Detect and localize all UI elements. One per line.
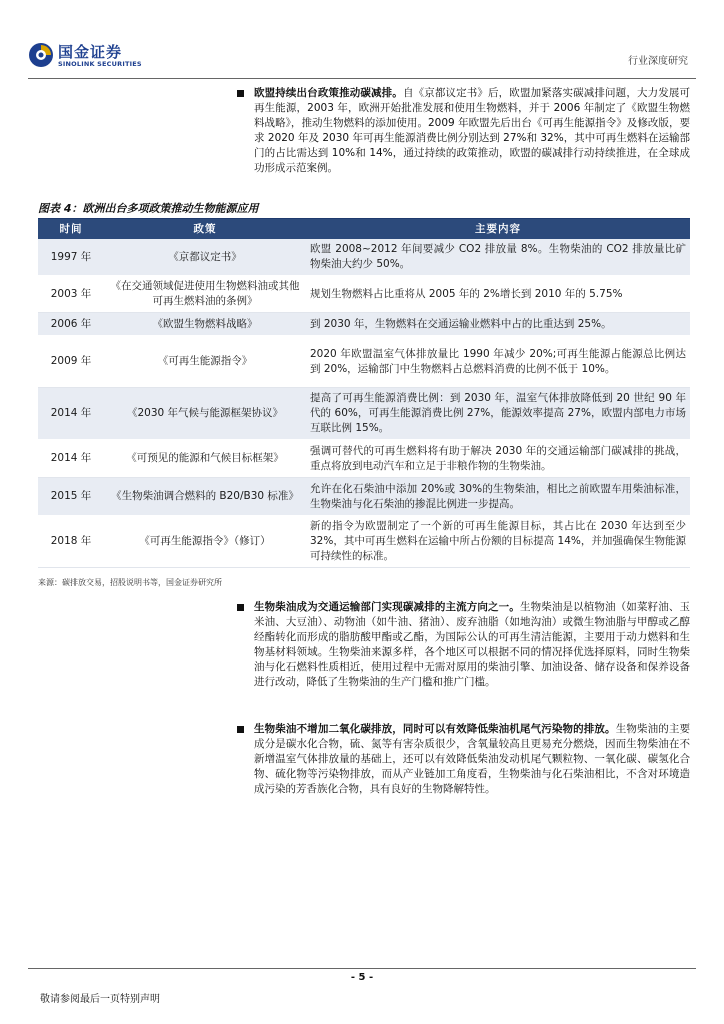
cell-policy: 《2030 年气候与能源框架协议》 — [104, 388, 306, 440]
header-divider — [28, 78, 696, 79]
policy-table — [38, 219, 690, 568]
bullet-body: 自《京都议定书》后，欧盟加紧落实碳减排问题，大力发展可再生能源，2003 年，欧洲开始批准发展和使用生物燃料，并于 2006 年制定了《欧盟生物燃料战略》，推动生物燃料的添加使用。2009 年欧盟先后出台《可再生能源指令》及修改版，要求 2020 年及 2030 年可再生能源消费比例分别达到 27%和 32%，其中可再生燃料在运输部门的占比需达到 10%和 14%，通过持续的政策推动，欧盟的碳减排行动持续推进，在全球成功形成示范案例。 — [254, 87, 691, 174]
cell-year: 2003 年 — [38, 276, 104, 313]
bullet-lead: 生物柴油成为交通运输部门实现碳减排的主流方向之一。 — [254, 601, 520, 613]
cell-policy: 《可再生能源指令》 — [104, 336, 306, 388]
cell-year: 2015 年 — [38, 478, 104, 516]
cell-year: 2006 年 — [38, 313, 104, 336]
bullet-biodiesel-emission — [254, 722, 690, 797]
column-header-policy: 政策 — [104, 219, 306, 239]
cell-policy: 《在交通领域促进使用生物燃料油或其他可再生燃料油的条例》 — [104, 276, 306, 313]
cell-year: 2018 年 — [38, 516, 104, 568]
table-row — [38, 239, 690, 276]
table-header-row — [38, 219, 690, 239]
bullet-lead: 生物柴油不增加二氧化碳排放，同时可以有效降低柴油机尾气污染物的排放。 — [254, 723, 616, 735]
bullet-square-icon — [237, 90, 244, 97]
report-type-label: 行业深度研究 — [628, 56, 688, 67]
bullet-body: 生物柴油是以植物油（如菜籽油、玉米油、大豆油）、动物油（如牛油、猪油）、废弃油脂（如地沟油）或微生物油脂与甲醇或乙醇经酯转化而形成的脂肪酸甲酯或乙酯，为国际公认的可再生清洁能源，主要用于动力燃料和生物基材料领域。生物柴油来源多样，各个地区可以根据不同的情况择优选择原料，同时生物柴油与化石燃料性质相近，使用过程中无需对原用的柴油引擎、加油设备、储存设备和保养设备进行改动，降低了生物柴油的生产门槛和推广门槛。 — [254, 601, 690, 688]
cell-content: 规划生物燃料占比重将从 2005 年的 2%增长到 2010 年的 5.75% — [306, 276, 690, 313]
table-row — [38, 313, 690, 336]
table-row — [38, 336, 690, 388]
column-header-content: 主要内容 — [306, 219, 690, 239]
cell-year: 1997 年 — [38, 239, 104, 276]
cell-policy: 《京都议定书》 — [104, 239, 306, 276]
cell-policy: 《欧盟生物燃料战略》 — [104, 313, 306, 336]
bullet-square-icon — [237, 604, 244, 611]
cell-policy: 《可预见的能源和气候目标框架》 — [104, 440, 306, 478]
cell-year: 2014 年 — [38, 440, 104, 478]
sinolink-logo — [28, 40, 168, 72]
disclaimer-note: 敬请参阅最后一页特别声明 — [40, 994, 160, 1005]
figure-title: 图表 4：欧洲出台多项政策推动生物能源应用 — [38, 200, 690, 219]
bullet-lead: 欧盟持续出台政策推动碳减排。 — [254, 87, 403, 99]
bullet-eu-policy — [254, 86, 690, 176]
cell-policy: 《生物柴油调合燃料的 B20/B30 标准》 — [104, 478, 306, 516]
table-row — [38, 516, 690, 568]
bullet-biodiesel-direction — [254, 600, 690, 690]
page-header — [28, 40, 696, 74]
column-header-year: 时间 — [38, 219, 104, 239]
cell-content: 允许在化石柴油中添加 20%或 30%的生物柴油，相比之前欧盟车用柴油标准，生物柴油与化石柴油的掺混比例进一步提高。 — [306, 478, 690, 516]
bullet-body: 生物柴油的主要成分是碳水化合物，硫、氮等有害杂质很少，含氧量较高且更易充分燃烧，因而生物柴油在不新增温室气体排放量的基础上，还可以有效降低柴油发动机尾气颗粒物、一氧化碳、碳氢化合物、硫化物等污染物排放，而从产业链加工角度看，生物柴油与化石柴油相比，不含对环境造成污染的芳香族化合物，具有良好的生物降解特性。 — [254, 723, 691, 795]
cell-content: 新的指令为欧盟制定了一个新的可再生能源目标，其占比在 2030 年达到至少 32%，其中可再生燃料在运输中所占份额的目标提高 14%，并加强确保生物能源可持续性的标准。 — [306, 516, 690, 568]
cell-year: 2014 年 — [38, 388, 104, 440]
logo-chinese-name: 国金证券 — [58, 43, 123, 61]
sinolink-logo-icon — [28, 42, 54, 68]
cell-policy: 《可再生能源指令》（修订） — [104, 516, 306, 568]
page-number: - 5 - — [350, 972, 374, 983]
figure-source: 来源：碳排放交易，招股说明书等，国金证券研究所 — [38, 578, 222, 587]
logo-english-name: SINOLINK SECURITIES — [58, 60, 142, 68]
bullet-square-icon — [237, 726, 244, 733]
table-row — [38, 388, 690, 440]
cell-content: 2020 年欧盟温室气体排放量比 1990 年减少 20%;可再生能源占能源总比例达到 20%，运输部门中生物燃料占总燃料消费的比例不低于 10%。 — [306, 336, 690, 388]
cell-content: 强调可替代的可再生燃料将有助于解决 2030 年的交通运输部门碳减排的挑战，重点将放到电动汽车和立足于非粮作物的生物柴油。 — [306, 440, 690, 478]
cell-content: 提高了可再生能源消费比例：到 2030 年，温室气体排放降低到 20 世纪 90 年代的 60%，可再生能源消费比例 27%，能源效率提高 27%，欧盟内部电力市场互联比例 15%。 — [306, 388, 690, 440]
cell-content: 到 2030 年，生物燃料在交通运输业燃料中占的比重达到 25%。 — [306, 313, 690, 336]
footer-divider — [28, 968, 696, 969]
table-row — [38, 276, 690, 313]
table-row — [38, 440, 690, 478]
cell-content: 欧盟 2008~2012 年间要减少 CO2 排放量 8%。生物柴油的 CO2 排放量比矿物柴油大约少 50%。 — [306, 239, 690, 276]
table-row — [38, 478, 690, 516]
cell-year: 2009 年 — [38, 336, 104, 388]
